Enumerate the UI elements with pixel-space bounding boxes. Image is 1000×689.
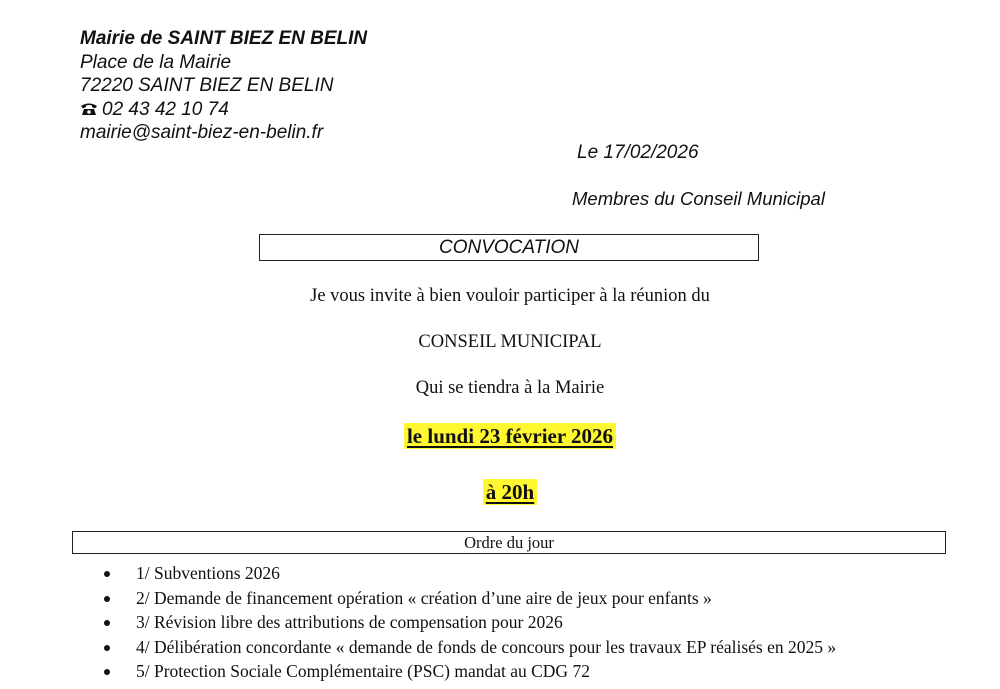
convocation-box [259, 234, 759, 261]
sender-name: Mairie de SAINT BIEZ EN BELIN [80, 28, 368, 49]
agenda-title: Ordre du jour [464, 533, 554, 552]
sender-address-line2: 72220 SAINT BIEZ EN BELIN [80, 75, 334, 96]
agenda-item: 5/ Protection Sociale Complémentaire (PSC) mandat au CDG 72 [104, 659, 836, 684]
agenda-list [104, 561, 836, 684]
bullet-icon [104, 645, 110, 651]
meeting-date-row [0, 424, 1000, 449]
telephone-icon [80, 102, 98, 116]
bullet-icon [104, 669, 110, 675]
agenda-box [72, 531, 946, 554]
bullet-icon [104, 620, 110, 626]
agenda-item: 1/ Subventions 2026 [104, 561, 836, 586]
meeting-time-row [0, 480, 1000, 505]
invitation-text: Je vous invite à bien vouloir participer à la réunion du [310, 286, 710, 306]
sender-address-line1: Place de la Mairie [80, 51, 232, 73]
meeting-date: le lundi 23 février 2026 [404, 423, 616, 449]
sender-phone-row [80, 98, 367, 122]
sender-phone: 02 43 42 10 74 [102, 98, 229, 120]
meeting-time: à 20h [483, 479, 537, 505]
agenda-item: 2/ Demande de financement opération « création d’une aire de jeux pour enfants » [104, 586, 836, 611]
sender-email: mairie@saint-biez-en-belin.fr [80, 122, 324, 143]
recipients: Membres du Conseil Municipal [572, 188, 825, 209]
council-name: CONSEIL MUNICIPAL [418, 332, 602, 352]
sender-block [80, 27, 367, 145]
agenda-item: 4/ Délibération concordante « demande de fonds de concours pour les travaux EP réalisés en 2025 » [104, 635, 836, 660]
convocation-title: CONVOCATION [438, 237, 580, 258]
bullet-icon [104, 571, 110, 577]
letter-date: Le 17/02/2026 [577, 142, 699, 163]
agenda-item: 3/ Révision libre des attributions de compensation pour 2026 [104, 610, 836, 635]
bullet-icon [104, 596, 110, 602]
meeting-location: Qui se tiendra à la Mairie [415, 378, 605, 398]
